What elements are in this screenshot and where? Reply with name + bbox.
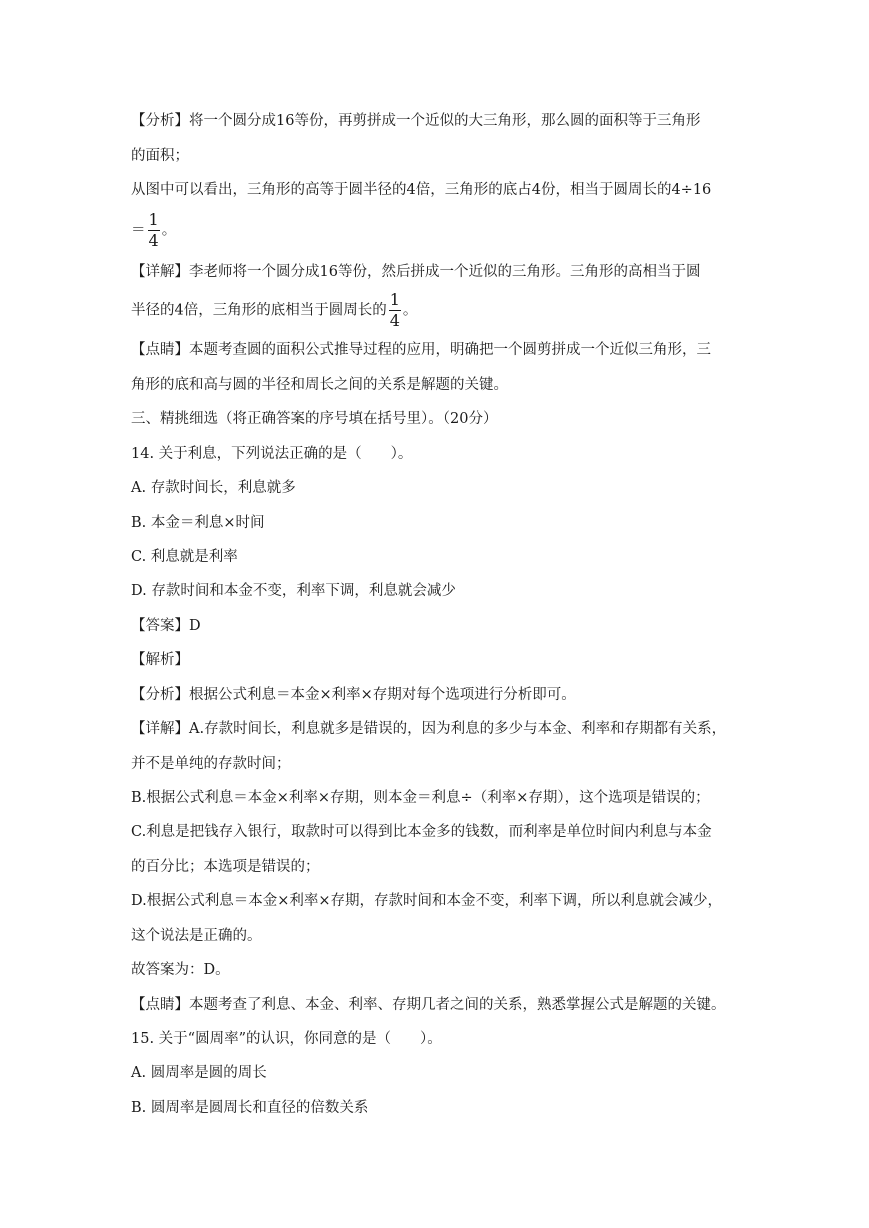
fraction-numerator: 1 — [389, 290, 400, 309]
analysis-line: 【分析】根据公式利息＝本金×利率×存期对每个选项进行分析即可。 — [131, 687, 576, 703]
conclusion-line: 故答案为：D。 — [131, 962, 230, 978]
explanation-text: 半径的4倍，三角形的底相当于圆周长的 — [131, 302, 387, 319]
explanation-line: B.根据公式利息＝本金×利率×存期，则本金＝利息÷（利率×存期），这个选项是错误的； — [131, 790, 710, 806]
option-d: D. 存款时间和本金不变，利率下调，利息就会减少 — [131, 583, 456, 599]
explanation-line: 这个说法是正确的。 — [131, 928, 262, 944]
equals-sign: ＝ — [131, 222, 146, 239]
question-14: 14. 关于利息，下列说法正确的是（ ）。 — [131, 446, 413, 462]
key-point-line: 角形的底和高与圆的半径和周长之间的关系是解题的关键。 — [131, 377, 508, 393]
solution-heading: 【解析】 — [131, 652, 189, 668]
analysis-line: 的面积； — [131, 148, 189, 164]
fraction-one-quarter — [148, 212, 160, 249]
option-b: B. 本金＝利息×时间 — [131, 515, 265, 531]
fraction-denominator: 4 — [148, 231, 159, 250]
analysis-line-fraction — [131, 212, 176, 249]
period: 。 — [402, 302, 418, 319]
explanation-line: D.根据公式利息＝本金×利率×存期，存款时间和本金不变，利率下调，所以利息就会减少， — [131, 893, 723, 909]
option-a: A. 圆周率是圆的周长 — [131, 1065, 267, 1081]
section-heading: 三、精挑细选（将正确答案的序号填在括号里）。（20分） — [131, 411, 498, 427]
answer-line: 【答案】D — [131, 618, 201, 634]
option-b: B. 圆周率是圆周长和直径的倍数关系 — [131, 1100, 369, 1116]
key-point-line: 【点睛】本题考查圆的面积公式推导过程的应用，明确把一个圆剪拼成一个近似三角形，三 — [131, 342, 711, 358]
fraction-numerator: 1 — [148, 210, 159, 229]
key-point-line: 【点睛】本题考查了利息、本金、利率、存期几者之间的关系，熟悉掌握公式是解题的关键。 — [131, 997, 726, 1013]
option-a: A. 存款时间长，利息就多 — [131, 480, 296, 496]
explanation-line: 并不是单纯的存款时间； — [131, 756, 291, 772]
explanation-line-fraction — [131, 292, 417, 329]
explanation-line: C.利息是把钱存入银行，取款时可以得到比本金多的钱数，而利率是单位时间内利息与本金 — [131, 824, 712, 840]
explanation-line: 【详解】A.存款时间长，利息就多是错误的，因为利息的多少与本金、利率和存期都有关系， — [131, 721, 727, 737]
fraction-denominator: 4 — [389, 311, 400, 330]
period: 。 — [161, 222, 177, 239]
fraction-one-quarter — [389, 292, 401, 329]
option-c: C. 利息就是利率 — [131, 549, 238, 565]
question-15: 15. 关于“圆周率”的认识，你同意的是（ ）。 — [131, 1031, 442, 1047]
explanation-line: 【详解】李老师将一个圆分成16等份，然后拼成一个近似的三角形。三角形的高相当于圆 — [131, 264, 701, 280]
analysis-line: 【分析】将一个圆分成16等份，再剪拼成一个近似的大三角形，那么圆的面积等于三角形 — [131, 113, 701, 129]
analysis-line: 从图中可以看出，三角形的高等于圆半径的4倍，三角形的底占4份，相当于圆周长的4÷16 — [131, 182, 712, 198]
explanation-line: 的百分比；本选项是错误的； — [131, 859, 320, 875]
